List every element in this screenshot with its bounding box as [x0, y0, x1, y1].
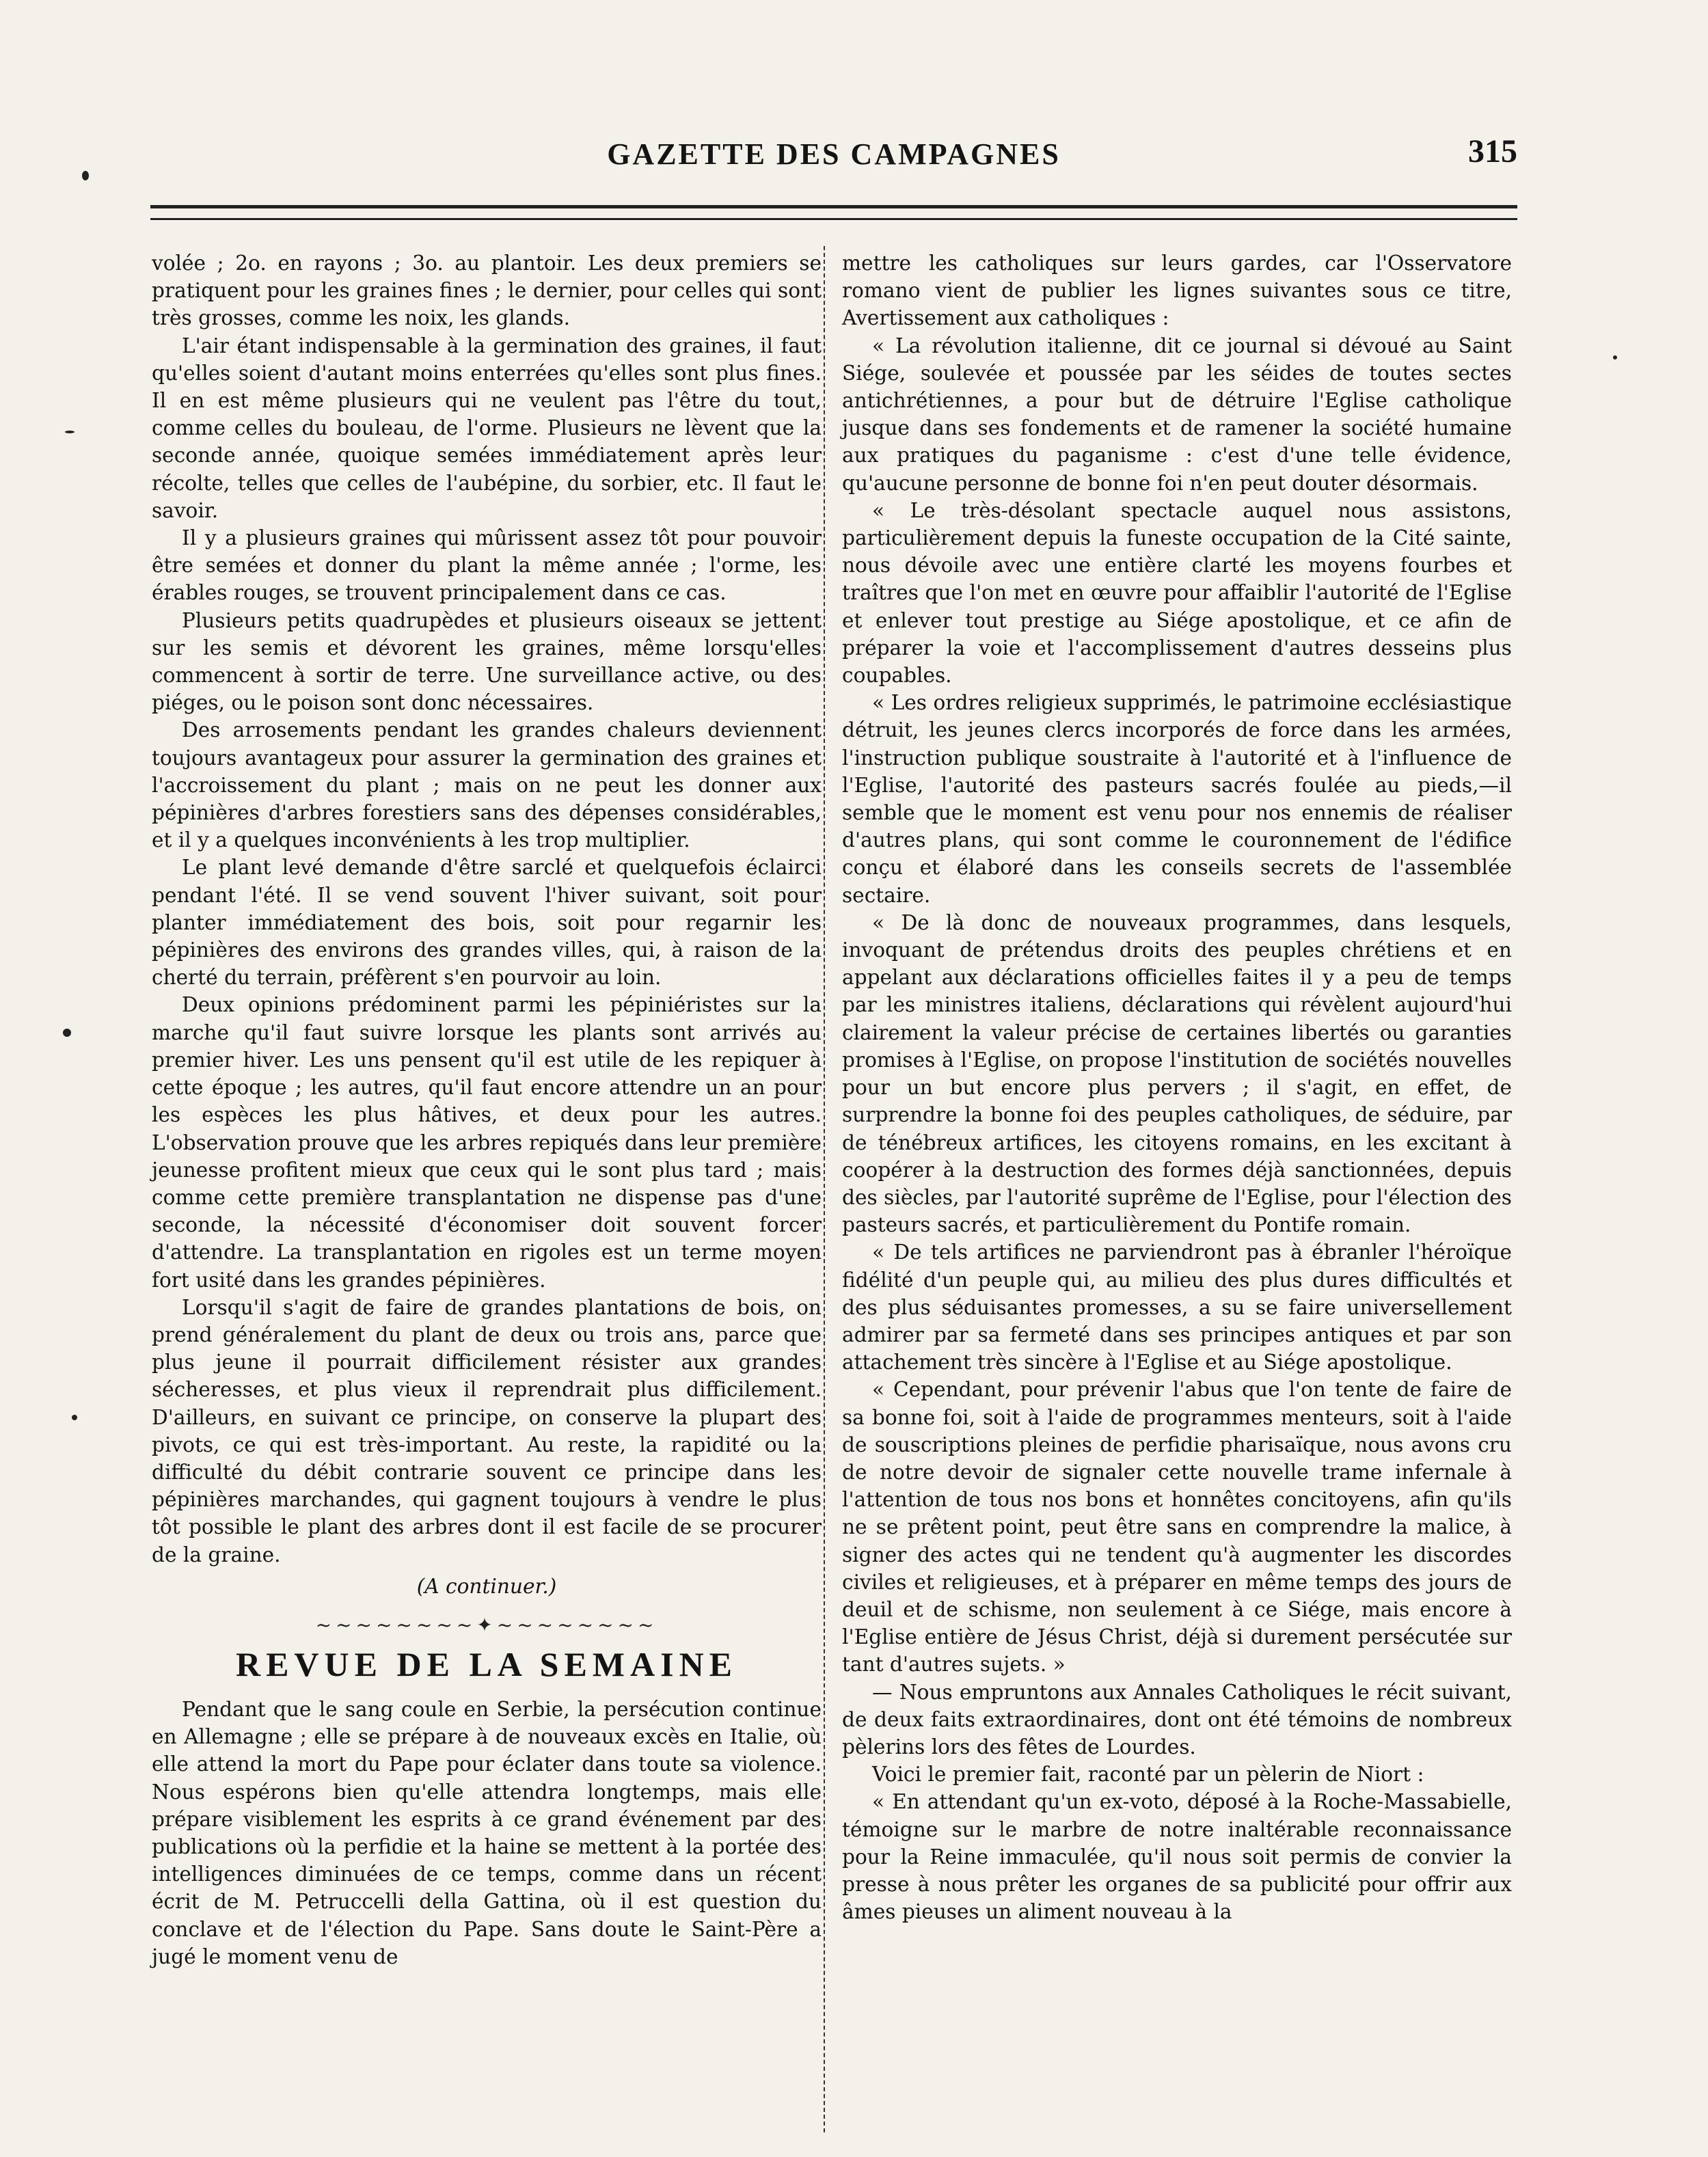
paragraph: Pendant que le sang coule en Serbie, la persécution continue en Allemagne ; elle se prépare à de nouveaux excès en Italie, où elle attend la mort du Pape pour éclater dans toute sa violence. Nous espérons bien qu'elle attendra longtemps, mais elle prépare visiblement les esprits à ce grand événement par des publications où la perfidie et la haine se mettent à la portée des intelligences diminuées de ce temps, comme dans un récent écrit de M. Petruccelli della Gattina, où il est question du conclave et de l'élection du Pape. Sans doute le Saint-Père a jugé le moment venu de: [152, 1697, 822, 1968]
paragraph: Voici le premier fait, raconté par un pèlerin de Niort :: [872, 1763, 1424, 1787]
ink-speck: [1613, 355, 1617, 360]
quote-paragraph: « La révolution italienne, dit ce journal si dévoué au Saint Siége, soulevée et poussée par les séides de toutes sectes antichrétiennes, a pour but de détruire l'Eglise catholique jusque dans ses fondements et de ramener la société humaine aux pratiques du paganisme : c'est d'une telle évidence, qu'aucune personne de bonne foi n'en peut douter désormais.: [842, 334, 1512, 495]
section-title: REVUE DE LA SEMAINE: [235, 1644, 738, 1683]
column-divider: [824, 246, 825, 2132]
quote-paragraph: « En attendant qu'un ex-voto, déposé à la Roche-Massabielle, témoigne sur le marbre de notre inaltérable reconnaissance pour la Reine immaculée, qu'il nous soit permis de convier la presse à nous prêter les organes de sa publicité pour offrir aux âmes pieuses un aliment nouveau à la: [842, 1790, 1512, 1924]
quote-paragraph: « Les ordres religieux supprimés, le patrimoine ecclésiastique détruit, les jeunes clercs incorporés de force dans les armées, l'instruction publique soustraite à l'autorité et à l'influence de l'Eglise, l'autorité des pasteurs sacrés foulée au pieds,—il semble que le moment est venu pour nos ennemis de réaliser d'autres plans, qui sont comme le couronnement de l'édifice conçu et élaboré dans les conseils secrets de l'assemblée sectaire.: [842, 691, 1512, 907]
right-column: [842, 249, 1512, 1925]
ink-speck: [82, 171, 89, 180]
continue-note: (A continuer.): [416, 1574, 557, 1598]
paragraph: Il y a plusieurs graines qui mûrissent assez tôt pour pouvoir être semées et donner du plant la même année ; l'orme, les érables rouges, se trouvent principalement dans ce cas.: [152, 526, 822, 605]
page-header: [150, 133, 1517, 191]
left-column: [152, 249, 822, 1970]
paragraph: Le plant levé demande d'être sarclé et quelquefois éclairci pendant l'été. Il se vend souvent l'hiver suivant, soit pour planter immédiatement des bois, soit pour regarnir les pépinières des environs des grandes villes, qui, à raison de la cherté du terrain, préfèrent s'en pourvoir au loin.: [152, 856, 822, 990]
quote-paragraph: « De là donc de nouveaux programmes, dans lesquels, invoquant de prétendus droits des peuples chrétiens et en appelant aux déclarations officielles faites il y a peu de temps par les ministres italiens, déclarations qui révèlent aujourd'hui clairement la valeur précise de certaines libertés ou garanties promises à l'Eglise, on propose l'institution de sociétés nouvelles pour un but encore plus pervers ; il s'agit, en effet, de surprendre la bonne foi des peuples catholiques, de séduire, par de ténébreux artifices, les citoyens romains, en les excitant à coopérer à la destruction des formes déjà sanctionnées, depuis des siècles, par l'autorité suprême de l'Eglise, pour l'élection des pasteurs sacrés, et particulièrement du Pontife romain.: [842, 910, 1512, 1237]
paragraph: Deux opinions prédominent parmi les pépiniéristes sur la marche qu'il faut suivre lorsque les plants sont arrivés au premier hiver. Les uns pensent qu'il est utile de les repiquer à cette époque ; les autres, qu'il faut encore attendre un an pour les espèces les plus hâtives, et deux pour les autres. L'observation prouve que les arbres repiqués dans leur première jeunesse profitent mieux que ceux qui le sont plus tard ; mais comme cette première transplantation ne dispense pas d'une seconde, la nécessité d'économiser doit souvent forcer d'attendre. La transplantation en rigoles est un terme moyen fort usité dans les grandes pépinières.: [152, 993, 822, 1292]
paragraph: L'air étant indispensable à la germination des graines, il faut qu'elles soient d'autant moins enterrées qu'elles sont plus fines. Il en est même plusieurs qui ne veulent pas l'être du tout, comme celles du bouleau, de l'orme. Plusieurs ne lèvent que la seconde année, quoique semées immédiatement après leur récolte, telles que celles de l'aubépine, du sorbier, etc. Il faut le savoir.: [152, 334, 822, 522]
paragraph: Plusieurs petits quadrupèdes et plusieurs oiseaux se jettent sur les semis et dévorent les graines, même lorsqu'elles commencent à sortir de terre. Une surveillance active, ou des piéges, ou le poison sont donc nécessaires.: [152, 608, 822, 715]
ink-speck: [72, 1415, 77, 1420]
ink-speck: [63, 1029, 71, 1037]
paragraph: Des arrosements pendant les grandes chaleurs deviennent toujours avantageux pour assurer la germination des graines et l'accroissement du plant ; mais on ne peut les donner aux pépinières d'arbres forestiers sans des dépenses considérables, et il y a quelques inconvénients à les trop multiplier.: [152, 718, 822, 852]
header-rule: [150, 205, 1517, 220]
paragraph: Lorsqu'il s'agit de faire de grandes plantations de bois, on prend généralement du plant de deux ou trois ans, parce que plus jeune il pourrait difficilement résister aux grandes sécheresses, et plus vieux il reprendrait plus difficilement. D'ailleurs, en suivant ce principe, on conserve la plupart des pivots, ce qui est très-important. Au reste, la rapidité ou la difficulté du débit contrarie souvent ce principe dans les pépinières marchandes, qui gagnent toujours à vendre le plus tôt possible le plant des arbres dont il est facile de se procurer de la graine.: [152, 1295, 822, 1566]
paragraph: — Nous empruntons aux Annales Catholiques le récit suivant, de deux faits extraordinaires, dont ont été témoins de nombreux pèlerins lors des fêtes de Lourdes.: [842, 1680, 1512, 1759]
paragraph: volée ; 2o. en rayons ; 3o. au plantoir. Les deux premiers se pratiquent pour les graines fines ; le dernier, pour celles qui sont très grosses, comme les noix, les glands.: [152, 252, 822, 330]
quote-paragraph: « De tels artifices ne parviendront pas à ébranler l'héroïque fidélité d'un peuple qui, au milieu des plus dures difficultés et des plus séduisantes promesses, a su se faire universellement admirer par sa fermeté dans ses principes antiques et par son attachement très sincère à l'Eglise et au Siége apostolique.: [842, 1240, 1512, 1374]
ink-speck: [65, 431, 74, 433]
page-number: 315: [1468, 133, 1517, 169]
running-title: GAZETTE DES CAMPAGNES: [607, 137, 1061, 171]
quote-paragraph: « Le très-désolant spectacle auquel nous assistons, particulièrement depuis la funeste occupation de la Cité sainte, nous dévoile avec une entière clarté les moyens fourbes et traîtres que l'on met en œuvre pour affaiblir l'autorité de l'Eglise et enlever tout prestige au Siége apostolique, et ce afin de préparer la voie et l'accomplissement d'autres desseins plus coupables.: [842, 498, 1512, 688]
ornamental-divider: ~~~~~~~~✦~~~~~~~~: [315, 1613, 658, 1636]
quote-paragraph: « Cependant, pour prévenir l'abus que l'on tente de faire de sa bonne foi, soit à l'aide de programmes menteurs, soit à l'aide de souscriptions pleines de perfidie pharisaïque, nous avons cru de notre devoir de signaler cette nouvelle trame infernale à l'attention de tous nos bons et honnêtes concitoyens, afin qu'ils ne se prêtent point, peut être sans en comprendre la malice, à signer des actes qui ne tendent qu'à augmenter les discordes civiles et religieuses, et à préparer en même temps des jours de deuil et de schisme, non seulement à ce Siége, mais encore à l'Eglise entière de Jésus Christ, déjà si durement persécutée sur tant d'autres sujets. »: [842, 1378, 1512, 1677]
paragraph: mettre les catholiques sur leurs gardes, car l'Osservatore romano vient de publier les lignes suivantes sous ce titre, Avertissement aux catholiques :: [842, 252, 1512, 330]
